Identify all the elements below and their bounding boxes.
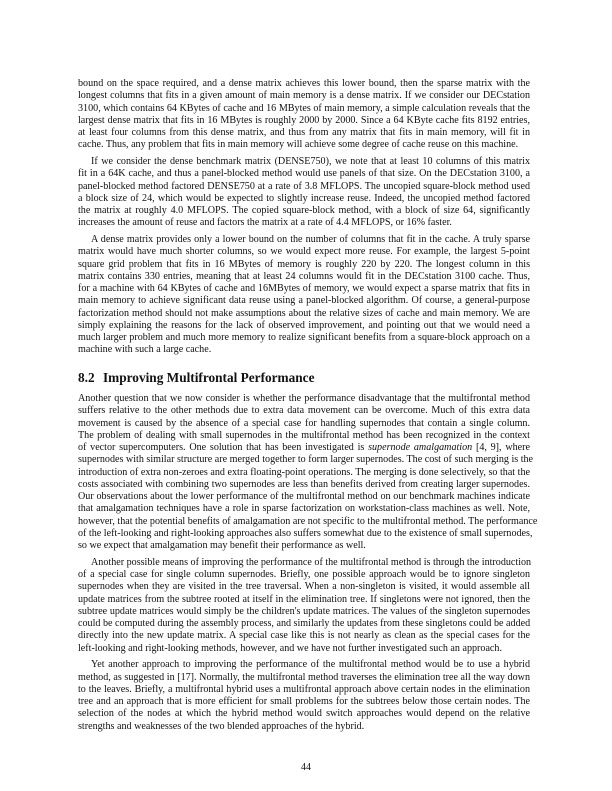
text-line: main memory to achieve significant data reuse using a panel-blocked algorithm. Of course, a general-purpose	[78, 295, 530, 307]
text-line: however, that the potential benefits of amalgamation are not specific to the multifrontal method. The performance	[78, 515, 538, 527]
text-line: matrix contains 330 entries, meaning that at least 24 columns would fit in the DECstation 3100 cache. Thus,	[78, 270, 530, 282]
text-line: simply explaining the reasons for the lack of observed improvement, and pointing out that we would need a	[78, 319, 530, 331]
text-line: suffers relative to the other methods due to extra data movement can be overcome. Much of this extra data	[78, 405, 530, 417]
text-line: longest columns that fits in a given amount of main memory is a dense matrix. If we consider our DECstation	[78, 90, 530, 102]
text-line: to the leaves. Briefly, a multifrontal hybrid uses a multifrontal approach above certain nodes in the elimination	[78, 683, 530, 695]
paragraph	[78, 78, 530, 152]
text-line: matrix would have much shorter columns, so we would expect more reuse. For example, the largest 5-point	[78, 246, 530, 258]
text-line: that amalgamation techniques have a role in sparse factorization on workstation-class machines as well. Note,	[78, 503, 530, 515]
section-title: Improving Multifrontal Performance	[103, 370, 315, 385]
paragraph	[78, 234, 530, 357]
text-line: square grid problem that fits in 16 MBytes of memory is roughly 220 by 220. The longest column in this	[78, 258, 530, 270]
section-number: 8.2	[78, 370, 95, 385]
text-line: The problem of dealing with small supernodes in the multifrontal method has been recognized in the context	[78, 429, 530, 441]
text-line: panel-blocked method factored DENSE750 at a rate of 3.8 MFLOPS. The uncopied square-block method used	[78, 180, 530, 192]
text-line: the matrix at roughly 4.0 MFLOPS. The copied square-block method, with a block of size 64, significantly	[78, 205, 530, 216]
text-line: left-looking and right-looking methods, however, and we have not further investigated such an approach.	[78, 642, 502, 654]
text-line: much larger problem and much more memory to realize significant benefits from a square-block approach on a	[78, 332, 530, 343]
text-line: machine with such a large cache.	[78, 344, 212, 356]
text-line: for a machine with 64 KBytes of cache and 16MBytes of memory, we would expect a sparse matrix that fits in	[78, 283, 530, 294]
text-line: costs associated with combining two supernodes are less than benefits derived from creating larger supernodes.	[78, 478, 530, 490]
text-line: subtree update matrices would simply be the children's update matrices. The values of the singleton supernodes	[78, 605, 530, 617]
text-line: If we consider the dense benchmark matrix (DENSE750), we note that at least 10 columns of this matrix	[91, 156, 530, 167]
text-line: bound on the space required, and a dense matrix achieves this lower bound, then the sparse matrix with the	[78, 78, 530, 89]
text-line: directly into the new update matrix. A special case like this is not nearly as clean as the special cases for the	[78, 630, 530, 642]
body-text-before-section	[78, 78, 530, 357]
text-line: selection of the nodes at which the hybrid method would switch approaches would depend on the relative	[78, 708, 530, 720]
text-line: update matrices from the subtree rooted at itself in the elimination tree. If singletons were not ignored, then the	[78, 593, 530, 605]
text-line: Another question that we now consider is whether the performance disadvantage that the multifrontal method	[78, 393, 530, 404]
text-line: increases the amount of reuse and factors the matrix at a rate of 4.4 MFLOPS, or 16% faster.	[78, 217, 452, 229]
text-line: of a special case for single column supernodes. Briefly, one possible approach would be to ignore singleton	[78, 569, 530, 580]
text-line: Yet another approach to improving the performance of the multifrontal method would be to use a hybrid	[91, 659, 530, 671]
text-line: a block size of 24, which would be expected to slightly increase reuse. Indeed, the uncopied method factored	[78, 192, 530, 204]
text-line: of vector supercomputers. One solution that has been investigated is supernode amalgamation [4, 9], where	[78, 442, 530, 453]
paragraph	[78, 156, 530, 230]
text-line: Another possible means of improving the performance of the multifrontal method is through the introduction	[91, 556, 532, 568]
text-line: movement is caused by the absence of a special case for handling supernodes that contain a single column.	[78, 417, 530, 429]
text-line: at least four columns from this dense matrix, and thus from any matrix that fits in main memory, will fit in	[78, 127, 530, 138]
text-line: factorization method should not make assumptions about the relative sizes of cache and main memory. We are	[78, 307, 530, 319]
text-line: so we expect that amalgamation may benefit their performance as well.	[78, 540, 366, 551]
paragraph	[78, 659, 530, 733]
text-line: introduction of extra non-zeroes and extra floating-point operations. The merging is done selectively, so that the	[78, 466, 530, 478]
text-line: strengths and weaknesses of the two blended approaches of the hybrid.	[78, 720, 365, 732]
text-line: 3100, which contains 64 KBytes of cache and 16 MBytes of main memory, a simple calculation reveals that the	[78, 102, 530, 114]
text-line: A dense matrix provides only a lower bound on the number of columns that fit in the cache. A truly sparse	[91, 234, 530, 245]
emphasized-term: supernode amalgamation	[368, 442, 473, 453]
text-line: largest dense matrix that fits in 16 MBytes is roughly 2000 by 2000. Since a 64 KByte cache fits 8192 entries,	[78, 114, 530, 126]
text-line: method, as suggested in [17]. Normally, the multifrontal method traverses the elimination tree all the way down	[78, 671, 530, 683]
text-line: cache. Thus, any problem that fits in main memory will achieve some degree of cache reuse on this machine.	[78, 139, 519, 151]
paragraph	[78, 393, 538, 552]
section-heading	[78, 370, 314, 386]
page-number: 44	[301, 762, 311, 773]
text-line: supernodes when they are visited in the tree traversal. When a non-singleton is visited, it would assemble all	[78, 581, 530, 593]
text-line: of the left-looking and right-looking approaches also suffers somewhat due to the existence of small supernodes,	[78, 527, 533, 539]
text-line: Our observations about the lower performance of the multifrontal method on our benchmark machines indicate	[78, 491, 530, 502]
text-line: supernodes with similar structure are merged together to form larger supernodes. The cost of such merging is the	[78, 454, 534, 466]
body-text-after-section	[78, 393, 538, 733]
text-line: fit in a 64K cache, and thus a panel-blocked method would use panels of that size. On the DECstation 3100, a	[78, 168, 530, 180]
paragraph	[78, 557, 530, 655]
text-line: could be computed during the assembly process, and similarly the updates from these singletons could be added	[78, 618, 531, 629]
text-line: tree and an approach that is more efficient for small problems for the subtrees below those certain nodes. The	[78, 696, 530, 707]
